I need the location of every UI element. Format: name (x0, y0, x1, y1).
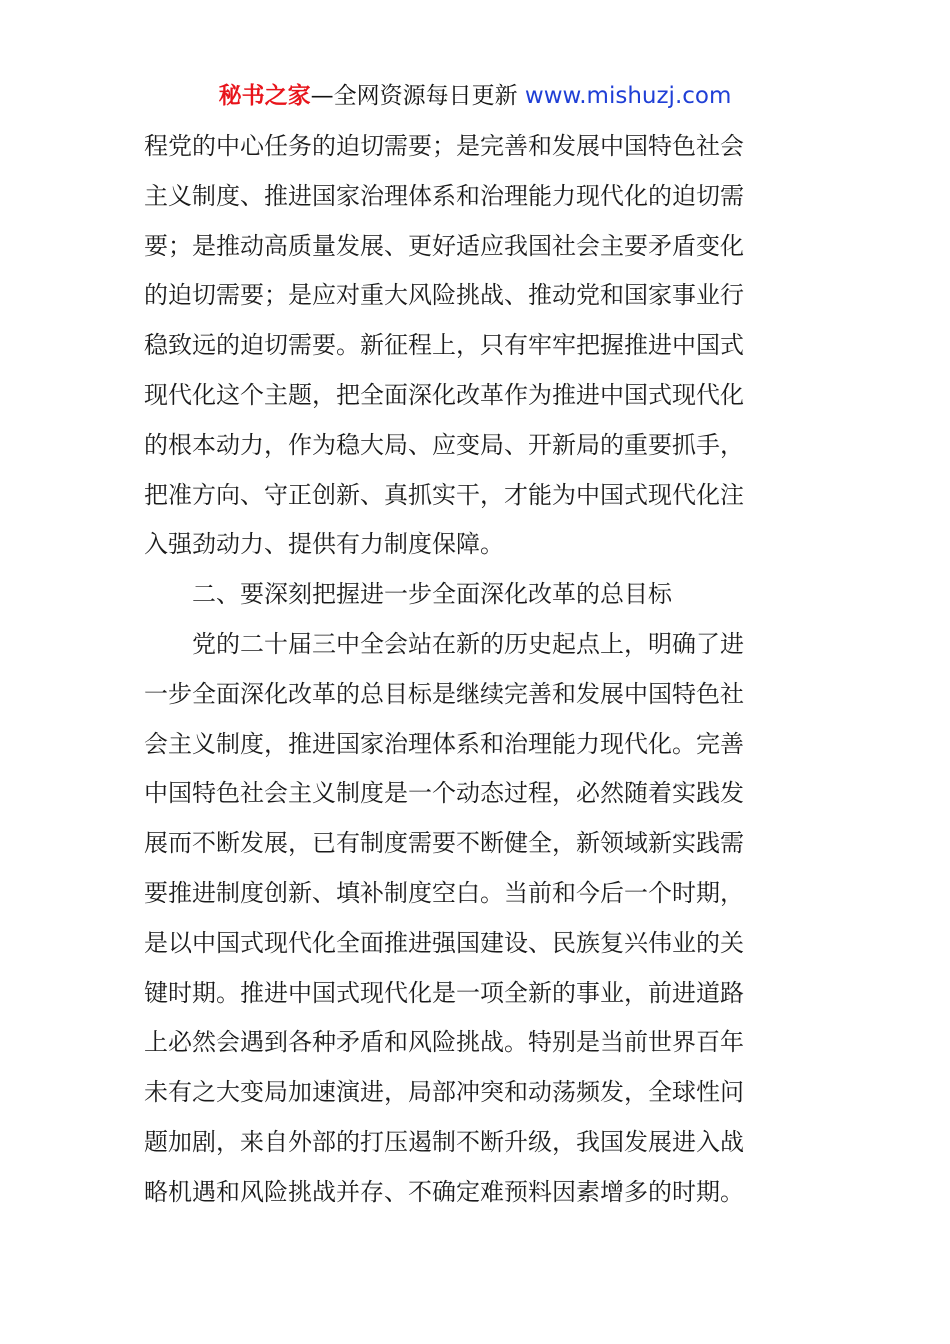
header-tagline: —全网资源每日更新 (310, 83, 525, 109)
text-line: 中国特色社会主义制度是一个动态过程，必然随着实践发 (144, 779, 744, 808)
text-line: 略机遇和风险挑战并存、不确定难预料因素增多的时期。 (144, 1177, 744, 1206)
brand-name: 秘书之家 (218, 83, 311, 109)
text-line: 上必然会遇到各种矛盾和风险挑战。特别是当前世界百年 (144, 1028, 744, 1057)
text-line: 程党的中心任务的迫切需要；是完善和发展中国特色社会 (144, 132, 744, 160)
text-line: 的迫切需要；是应对重大风险挑战、推动党和国家事业行 (144, 281, 744, 310)
text-line: 键时期。推进中国式现代化是一项全新的事业，前进道路 (144, 978, 744, 1007)
text-line: 主义制度、推进国家治理体系和治理能力现代化的迫切需 (144, 181, 744, 210)
text-line: 稳致远的迫切需要。新征程上，只有牢牢把握推进中国式 (144, 331, 744, 360)
document-body (144, 122, 808, 1218)
text-line: 把准方向、守正创新、真抓实干，才能为中国式现代化注 (144, 480, 744, 509)
text-line: 题加剧，来自外部的打压遏制不断升级，我国发展进入战 (144, 1127, 744, 1156)
site-url-link[interactable]: www.mishuzj.com (524, 83, 732, 109)
page-header (0, 80, 950, 112)
text-line: 展而不断发展，已有制度需要不断健全，新领域新实践需 (144, 829, 744, 858)
text-line: 会主义制度，推进国家治理体系和治理能力现代化。完善 (144, 729, 744, 758)
section-heading: 二、要深刻把握进一步全面深化改革的总目标 (192, 580, 672, 609)
text-line: 未有之大变局加速演进，局部冲突和动荡频发，全球性问 (144, 1078, 744, 1107)
text-line: 现代化这个主题，把全面深化改革作为推进中国式现代化 (144, 380, 744, 409)
text-line: 党的二十届三中全会站在新的历史起点上，明确了进 (192, 629, 744, 658)
text-line: 是以中国式现代化全面推进强国建设、民族复兴伟业的关 (144, 928, 744, 957)
text-line: 要推进制度创新、填补制度空白。当前和今后一个时期， (144, 878, 744, 907)
text-line: 一步全面深化改革的总目标是继续完善和发展中国特色社 (144, 679, 744, 708)
text-line: 入强劲动力、提供有力制度保障。 (144, 530, 504, 559)
text-line: 的根本动力，作为稳大局、应变局、开新局的重要抓手， (144, 430, 744, 459)
text-line: 要；是推动高质量发展、更好适应我国社会主要矛盾变化 (144, 231, 744, 260)
